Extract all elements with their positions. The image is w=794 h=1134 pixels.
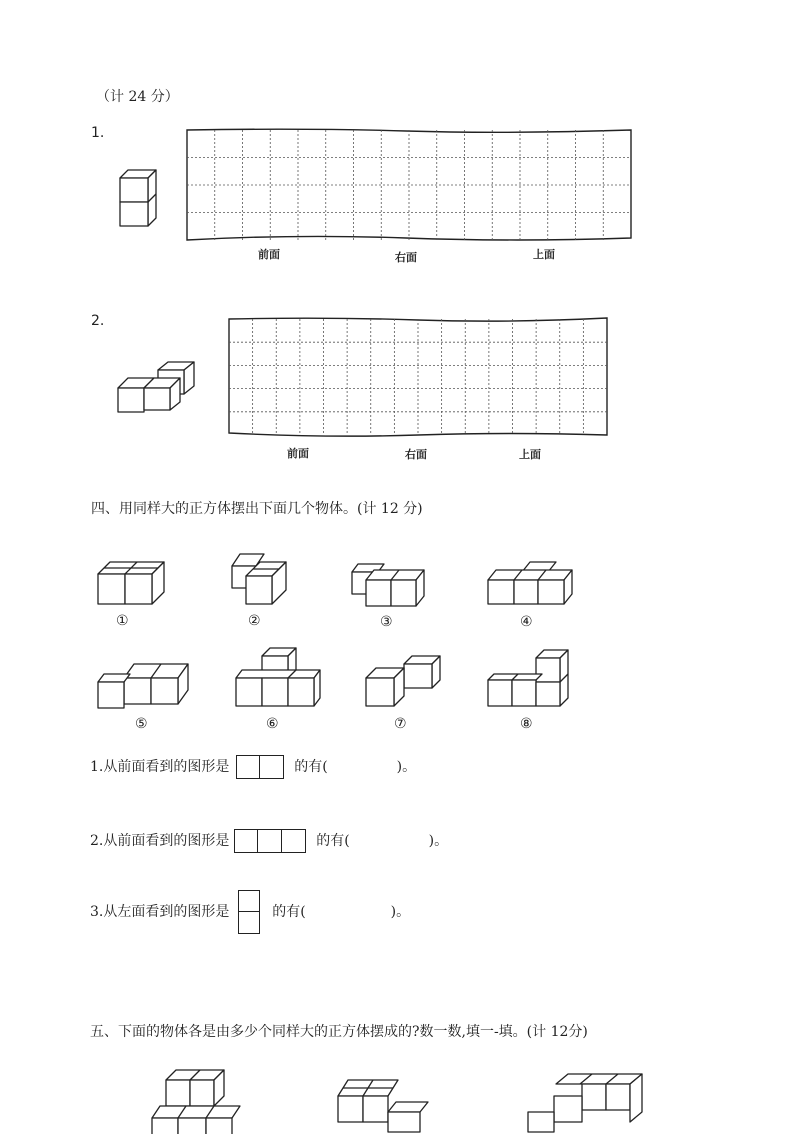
item-2-cube-figure <box>112 358 202 418</box>
figure-5-label: ⑤ <box>135 716 148 732</box>
question-2-close: )。 <box>428 833 449 849</box>
item-2-grid <box>228 317 608 437</box>
figure-8 <box>486 648 576 710</box>
section-5-figure-3 <box>526 1072 650 1132</box>
section-5-figure-2 <box>334 1074 434 1134</box>
figure-7 <box>364 654 444 710</box>
figure-5 <box>96 660 192 710</box>
question-1-close: )。 <box>396 759 417 775</box>
section-5-title: 五、下面的物体各是由多少个同样大的正方体摆成的?数一数,填一-填。(计 12分) <box>90 1024 588 1040</box>
question-3-close: )。 <box>390 904 411 920</box>
item-2-label-front: 前面 <box>287 447 309 460</box>
question-2-suffix: 的有( <box>316 833 350 849</box>
item-1-label-top: 上面 <box>533 248 555 261</box>
figure-6 <box>234 648 322 710</box>
figure-4 <box>486 560 576 608</box>
figure-7-label: ⑦ <box>394 716 407 732</box>
question-3-prefix: 3.从左面看到的图形是 <box>90 904 230 920</box>
figure-2-label: ② <box>248 613 261 629</box>
item-1-cube-figure <box>110 160 170 230</box>
figure-3-label: ③ <box>380 614 393 630</box>
score-note: （计 24 分） <box>96 89 179 105</box>
question-3-suffix: 的有( <box>272 904 306 920</box>
figure-4-label: ④ <box>520 614 533 630</box>
question-3-shape <box>238 890 260 934</box>
question-1-suffix: 的有( <box>294 759 328 775</box>
question-1 <box>90 755 416 779</box>
question-1-shape <box>236 755 284 779</box>
item-1-label-front: 前面 <box>258 248 280 261</box>
question-2-prefix: 2.从前面看到的图形是 <box>90 833 230 849</box>
item-1-number: 1. <box>91 125 105 141</box>
figure-1-label: ① <box>116 613 129 629</box>
question-2 <box>90 829 448 853</box>
item-2-number: 2. <box>91 313 105 329</box>
question-3 <box>90 890 410 934</box>
item-1-grid <box>186 128 632 242</box>
question-2-shape <box>234 829 306 853</box>
section-5-figure-1 <box>150 1068 250 1128</box>
section-4-title: 四、用同样大的正方体摆出下面几个物体。(计 12 分) <box>91 501 423 517</box>
figure-2 <box>228 552 290 608</box>
figure-3 <box>350 560 428 608</box>
item-1-label-right: 右面 <box>395 251 417 264</box>
figure-1 <box>96 558 168 606</box>
figure-6-label: ⑥ <box>266 716 279 732</box>
figure-8-label: ⑧ <box>520 716 533 732</box>
item-2-label-top: 上面 <box>519 448 541 461</box>
question-1-prefix: 1.从前面看到的图形是 <box>90 759 230 775</box>
item-2-label-right: 右面 <box>405 448 427 461</box>
